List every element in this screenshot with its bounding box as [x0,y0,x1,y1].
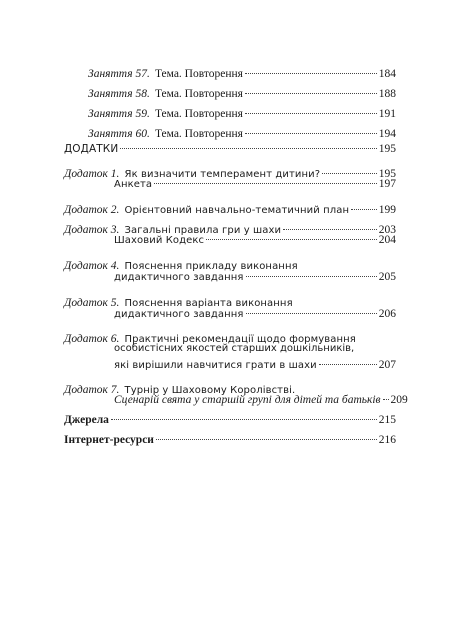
dot-leader [120,148,376,149]
entry-text: Пояснення прикладу виконання [124,261,298,272]
entry-label: Додаток 7. [64,384,120,396]
entry-label: Додаток 2. [64,204,120,216]
page-number: 204 [378,234,396,246]
toc-entry-lesson-59 [88,102,396,121]
toc-entry-appendices [64,143,396,155]
toc-entry-appendix-1-sub [114,178,396,190]
page-number: 206 [378,308,396,320]
dot-leader [111,419,377,420]
page-number: 194 [378,128,396,140]
dot-leader [154,183,377,184]
entry-text-cont: особистісних якостей старших дошкільників, [114,343,355,354]
page-number: 205 [378,271,396,283]
entry-text: Як визначити темперамент дитини? [124,169,321,180]
page-number: 191 [378,108,396,120]
page-number: 203 [378,224,396,236]
dot-leader [206,239,377,240]
toc-entry-appendix-7-sub [114,394,408,406]
entry-text: Тема. Повторення [154,108,243,120]
entry-text: дидактичного завдання [114,309,244,320]
page-number: 195 [378,168,396,180]
toc-entry-appendix-2 [64,198,396,217]
toc-entry-appendix-3-sub [114,234,396,246]
dot-leader [319,364,377,365]
dot-leader [246,313,377,314]
toc-entry-lesson-57 [88,62,396,81]
toc-entry-sources [64,414,396,426]
entry-text: Шаховий Кодекс [114,235,205,246]
dot-leader [245,133,377,134]
page-number: 188 [378,88,396,100]
page-number: 207 [378,359,396,371]
entry-text: Анкета [114,179,153,190]
entry-label: Додаток 6. [64,333,120,345]
page-number: 216 [378,434,396,446]
page-number: 199 [378,204,396,216]
toc-entry-internet [64,434,396,446]
section-title: Джерела [64,414,109,426]
toc-entry-appendix-4-cont [114,271,396,283]
toc-entry-appendix-5-cont [114,308,396,320]
page-number: 215 [378,414,396,426]
section-title: Інтернет-ресурси [64,434,154,446]
entry-text: Загальні правила гри у шахи [124,225,282,236]
entry-label: Заняття 58. [88,88,150,100]
entry-label: Додаток 1. [64,168,120,180]
entry-label: Заняття 59. [88,108,150,120]
entry-text: Тема. Повторення [154,68,243,80]
page-number: 209 [390,394,408,406]
entry-label: Заняття 57. [88,68,150,80]
page-number: 184 [378,68,396,80]
entry-text: Пояснення варіанта виконання [124,298,293,309]
entry-text: Сценарій свята у старшій групі для дітей та батьків [114,394,381,406]
entry-text: Турнір у Шаховому Королівстві. [124,385,296,396]
entry-label: Додаток 3. [64,224,120,236]
dot-leader [245,93,377,94]
toc-entry-lesson-58 [88,82,396,101]
dot-leader [322,173,377,174]
section-title: ДОДАТКИ [64,143,119,155]
entry-text: Практичні рекомендації щодо формування [124,334,356,345]
entry-text: дидактичного завдання [114,272,244,283]
dot-leader [283,229,377,230]
dot-leader [156,439,377,440]
dot-leader [245,73,377,74]
page-number: 195 [378,143,396,155]
toc-entry-appendix-6-cont [114,359,396,371]
entry-label: Заняття 60. [88,128,150,140]
entry-label: Додаток 5. [64,297,120,309]
dot-leader [245,113,377,114]
entry-text: Орієнтовний навчально-тематичний план [124,205,350,216]
entry-text: Тема. Повторення [154,128,243,140]
dot-leader [246,276,377,277]
dot-leader [351,209,377,210]
page-number: 197 [378,178,396,190]
entry-text: Тема. Повторення [154,88,243,100]
entry-text: які вирішили навчитися грати в шахи [114,360,317,371]
toc-entry-lesson-60 [88,122,396,141]
dot-leader [383,399,389,400]
entry-label: Додаток 4. [64,260,120,272]
